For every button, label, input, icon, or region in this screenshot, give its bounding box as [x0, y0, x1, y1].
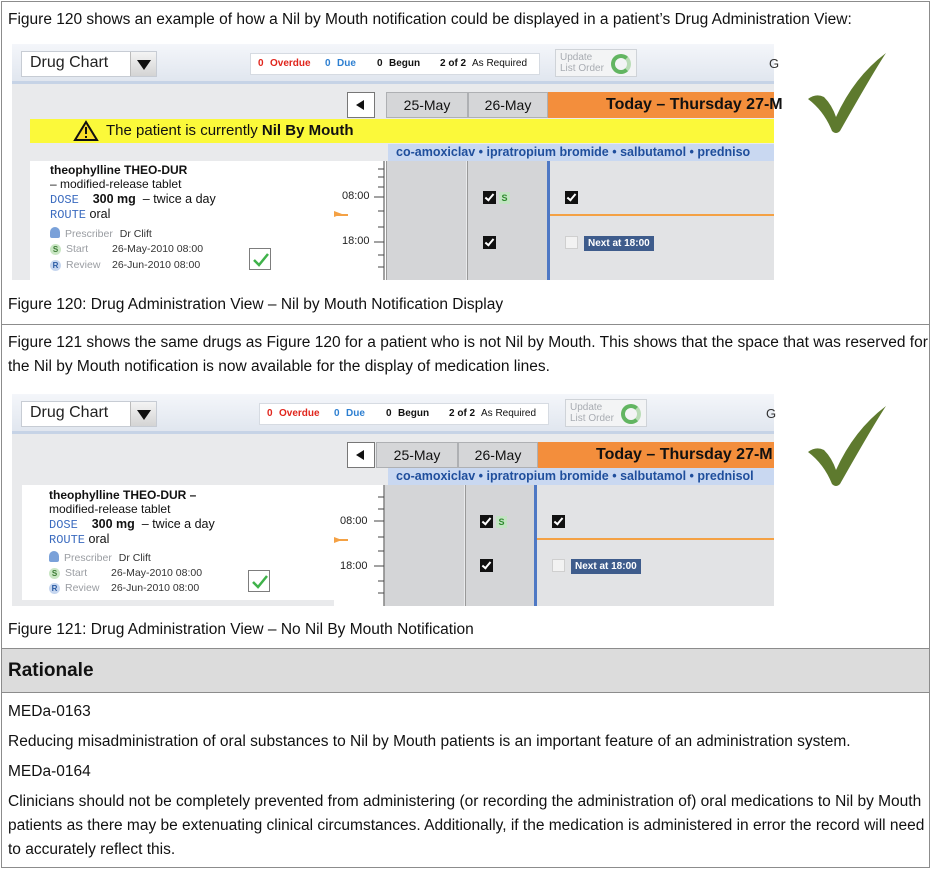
start-value: 26-May-2010 08:00 — [112, 243, 204, 255]
dose-line — [50, 192, 216, 207]
overdue-label: Overdue — [279, 408, 320, 419]
overdue-label: Overdue — [270, 58, 311, 69]
drug-list-header: co-amoxiclav • ipratropium bromide • salbutamol • predniso — [388, 144, 774, 161]
drug-list-header: co-amoxiclav • ipratropium bromide • salbutamol • prednisol — [388, 468, 774, 485]
confirm-tick-box[interactable] — [248, 570, 270, 592]
s-badge: S — [496, 516, 507, 528]
day-column-26 — [467, 161, 547, 280]
update-list-order-button[interactable] — [565, 399, 647, 427]
as-required-count: 2 of 2 — [440, 58, 467, 69]
s-badge: S — [499, 192, 510, 204]
due-label: Due — [346, 408, 365, 419]
nil-by-mouth-banner — [30, 119, 774, 143]
rationale-text-2-line-3: to accurately reflect this. — [8, 841, 176, 858]
warning-icon — [74, 121, 98, 141]
review-line — [50, 259, 200, 271]
date-26-may[interactable]: 26-May — [468, 92, 548, 118]
figure-120-caption: Figure 120: Drug Administration View – Nil by Mouth Notification Display — [8, 296, 504, 313]
today-column — [534, 485, 774, 606]
route-label: ROUTE — [49, 533, 86, 547]
today-column — [547, 161, 774, 280]
figure-121-intro-line-2: the Nil by Mouth notification is now available for the display of medication lines. — [8, 358, 550, 375]
due-count: 0 — [325, 58, 331, 69]
start-line — [49, 567, 202, 579]
rationale-text-2-line-1: Clinicians should not be completely prevented from administering (or recording the administration of) oral medications to Nil by Mouth — [8, 793, 922, 810]
time-18: 18:00 — [342, 235, 370, 247]
start-icon: S — [49, 568, 60, 579]
pending-checkbox[interactable] — [565, 236, 578, 249]
update-label-1: Update — [560, 52, 593, 63]
status-counts — [259, 403, 549, 425]
next-dose-button[interactable]: Next at 18:00 — [584, 236, 654, 251]
refresh-icon — [621, 404, 641, 424]
update-label-2: List Order — [570, 413, 614, 424]
as-required-label: As Required — [481, 408, 537, 419]
screenshot-nil-by-mouth — [12, 44, 783, 280]
begun-count: 0 — [386, 408, 392, 419]
document-table — [1, 1, 930, 868]
as-required-count: 2 of 2 — [449, 408, 476, 419]
update-list-order-button[interactable] — [555, 49, 637, 77]
dropdown-label: Drug Chart — [30, 54, 109, 71]
review-icon: R — [49, 583, 60, 594]
screenshot-no-nil-by-mouth — [12, 394, 777, 606]
review-icon: R — [50, 260, 61, 271]
administered-checkbox[interactable] — [480, 515, 493, 528]
rationale-ref-2: MEDa-0164 — [8, 763, 91, 780]
rationale-heading: Rationale — [2, 649, 929, 693]
cut-off-label: G — [766, 406, 777, 421]
prescriber-line — [50, 227, 152, 240]
review-label: Review — [65, 582, 100, 594]
route-value: oral — [89, 207, 111, 221]
date-26-may[interactable]: 26-May — [458, 442, 538, 468]
route-line — [49, 532, 109, 547]
pending-checkbox[interactable] — [552, 559, 565, 572]
dose-frequency: – twice a day — [142, 192, 216, 206]
toolbar — [12, 394, 777, 434]
dropdown-label: Drug Chart — [30, 404, 109, 421]
check-icon — [251, 573, 269, 591]
cut-off-label: G — [769, 56, 780, 71]
figure-120-row — [2, 2, 929, 325]
overdue-count: 0 — [267, 408, 273, 419]
chevron-down-icon[interactable] — [130, 402, 156, 426]
start-label: Start — [65, 567, 88, 579]
nbm-bold: Nil By Mouth — [261, 122, 354, 139]
drug-card[interactable] — [30, 161, 334, 280]
confirm-tick-box[interactable] — [249, 248, 271, 270]
toolbar — [12, 44, 780, 84]
time-axis — [334, 161, 386, 280]
start-line — [50, 243, 203, 255]
dose-value: 300 mg — [91, 517, 135, 531]
date-25-may[interactable]: 25-May — [376, 442, 458, 468]
prescriber-line — [49, 551, 151, 564]
route-label: ROUTE — [50, 208, 87, 222]
route-line — [50, 207, 110, 222]
drug-chart-dropdown[interactable] — [21, 401, 157, 427]
administered-checkbox[interactable] — [552, 515, 565, 528]
prescriber-value: Dr Clift — [119, 228, 152, 240]
refresh-icon — [611, 54, 631, 74]
dose-value: 300 mg — [92, 192, 136, 206]
review-label: Review — [66, 259, 101, 271]
chevron-down-icon[interactable] — [130, 52, 156, 76]
nbm-prefix: The patient is currently — [106, 122, 262, 139]
prescriber-label: Prescriber — [64, 552, 112, 564]
review-line — [49, 582, 199, 594]
drug-card[interactable] — [22, 485, 334, 600]
administered-checkbox[interactable] — [483, 236, 496, 249]
current-time-line-left — [334, 214, 348, 216]
time-axis — [334, 485, 386, 606]
start-icon: S — [50, 244, 61, 255]
review-value: 26-Jun-2010 08:00 — [112, 259, 201, 271]
rationale-ref-1: MEDa-0163 — [8, 703, 91, 720]
route-value: oral — [88, 532, 110, 546]
as-required-label: As Required — [472, 58, 528, 69]
drug-name: theophylline THEO-DUR — [50, 163, 188, 177]
overdue-count: 0 — [258, 58, 264, 69]
figure-121-caption: Figure 121: Drug Administration View – No Nil By Mouth Notification — [8, 621, 474, 638]
dose-frequency: – twice a day — [141, 517, 215, 531]
update-label-2: List Order — [560, 63, 604, 74]
dose-line — [49, 517, 215, 532]
dose-label: DOSE — [49, 518, 78, 532]
current-time-line — [537, 538, 774, 540]
start-label: Start — [66, 243, 89, 255]
update-label-1: Update — [570, 402, 603, 413]
dose-label: DOSE — [50, 193, 79, 207]
administered-checkbox[interactable] — [480, 559, 493, 572]
administered-checkbox[interactable] — [483, 191, 496, 204]
begun-label: Begun — [389, 58, 421, 69]
check-icon — [252, 251, 270, 269]
approved-tick-icon — [802, 400, 892, 490]
current-time-line-left — [334, 539, 348, 541]
time-column — [334, 161, 386, 280]
begun-count: 0 — [377, 58, 383, 69]
previous-day-button[interactable] — [347, 442, 375, 468]
nil-by-mouth-text — [106, 119, 354, 143]
day-column-26 — [465, 485, 545, 606]
today-header: Today – Thursday 27-M — [538, 442, 774, 468]
person-icon — [50, 227, 60, 238]
begun-label: Begun — [398, 408, 430, 419]
time-08: 08:00 — [340, 515, 368, 527]
administered-checkbox[interactable] — [565, 191, 578, 204]
time-08: 08:00 — [342, 190, 370, 202]
day-column-25 — [384, 485, 464, 606]
figure-120-intro: Figure 120 shows an example of how a Nil by Mouth notification could be displayed in a patient’s Drug Administration View: — [8, 11, 852, 28]
next-dose-button[interactable]: Next at 18:00 — [571, 559, 641, 574]
time-18: 18:00 — [340, 560, 368, 572]
drug-form: modified-release tablet — [49, 502, 171, 516]
due-label: Due — [337, 58, 356, 69]
figure-121-intro-line-1: Figure 121 shows the same drugs as Figure 120 for a patient who is not Nil by Mouth. This shows that the space that was reserved for — [8, 334, 928, 351]
drug-name: theophylline THEO-DUR – — [49, 488, 197, 502]
rationale-text-1: Reducing misadministration of oral substances to Nil by Mouth patients is an important feature of an administration system. — [8, 733, 851, 750]
today-header: Today – Thursday 27-M — [548, 92, 774, 118]
review-value: 26-Jun-2010 08:00 — [111, 582, 200, 594]
status-counts — [250, 53, 540, 75]
current-time-line — [550, 214, 774, 216]
rationale-text-2-line-2: patients as there may be extenuating clinical circumstances. Additionally, if the medication is administered in error the record will need — [8, 817, 925, 834]
approved-tick-icon — [802, 47, 892, 137]
person-icon — [49, 551, 59, 562]
time-column — [334, 485, 386, 606]
previous-day-button[interactable] — [347, 92, 375, 118]
date-25-may[interactable]: 25-May — [386, 92, 468, 118]
prescriber-value: Dr Clift — [118, 552, 151, 564]
drug-form: – modified-release tablet — [50, 177, 182, 191]
day-column-25 — [386, 161, 466, 280]
start-value: 26-May-2010 08:00 — [111, 567, 203, 579]
drug-chart-dropdown[interactable] — [21, 51, 157, 77]
figure-121-row — [2, 325, 929, 649]
due-count: 0 — [334, 408, 340, 419]
prescriber-label: Prescriber — [65, 228, 113, 240]
